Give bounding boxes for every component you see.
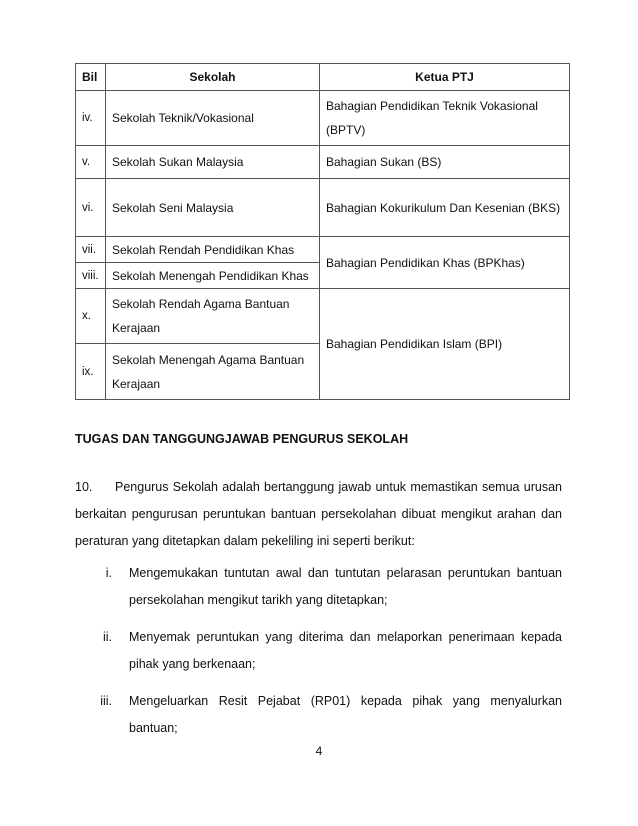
row-ketua-ptj: Bahagian Pendidikan Islam (BPI) — [320, 289, 570, 400]
row-sekolah: Sekolah Rendah Agama Bantuan Kerajaan — [106, 289, 320, 344]
table-row — [76, 91, 570, 146]
list-item-text: Mengeluarkan Resit Pejabat (RP01) kepada pihak yang menyalurkan bantuan; — [129, 694, 562, 735]
row-ketua-ptj: Bahagian Kokurikulum Dan Kesenian (BKS) — [320, 179, 570, 237]
table-row — [76, 179, 570, 237]
row-sekolah: Sekolah Seni Malaysia — [106, 179, 320, 237]
row-bil: vii. — [76, 237, 106, 263]
table-row — [76, 146, 570, 179]
list-item-text: Mengemukakan tuntutan awal dan tuntutan pelarasan peruntukan bantuan persekolahan mengikut tarikh yang ditetapkan; — [129, 566, 562, 607]
table-row — [76, 289, 570, 344]
list-item-number: i. — [105, 566, 112, 580]
row-bil: vi. — [76, 179, 106, 237]
row-sekolah: Sekolah Sukan Malaysia — [106, 146, 320, 179]
row-bil: v. — [76, 146, 106, 179]
header-bil: Bil — [76, 64, 106, 91]
list-item-number: iii. — [100, 694, 112, 708]
row-bil: iv. — [76, 91, 106, 146]
list-item-number: ii. — [102, 630, 112, 644]
paragraph-10 — [75, 474, 562, 555]
row-ketua-ptj: Bahagian Sukan (BS) — [320, 146, 570, 179]
header-sekolah: Sekolah — [106, 64, 320, 91]
row-sekolah: Sekolah Menengah Pendidikan Khas — [106, 263, 320, 289]
row-sekolah: Sekolah Menengah Agama Bantuan Kerajaan — [106, 344, 320, 400]
row-sekolah: Sekolah Rendah Pendidikan Khas — [106, 237, 320, 263]
row-sekolah: Sekolah Teknik/Vokasional — [106, 91, 320, 146]
list-item-text: Menyemak peruntukan yang diterima dan melaporkan penerimaan kepada pihak yang berkenaan; — [129, 630, 562, 671]
paragraph-text: Pengurus Sekolah adalah bertanggung jawab untuk memastikan semua urusan berkaitan pengurusan peruntukan bantuan persekolahan dibuat mengikut arahan dan peraturan yang ditetapkan dalam pekeliling ini seperti berikut: — [75, 480, 562, 548]
header-ketua-ptj: Ketua PTJ — [320, 64, 570, 91]
paragraph-number: 10. — [75, 480, 93, 494]
ptj-table — [75, 63, 570, 400]
table-header-row — [76, 64, 570, 91]
row-ketua-ptj: Bahagian Pendidikan Teknik Vokasional (BPTV) — [320, 91, 570, 146]
row-bil: ix. — [76, 344, 106, 400]
row-bil: viii. — [76, 263, 106, 289]
table-row — [76, 237, 570, 263]
row-ketua-ptj: Bahagian Pendidikan Khas (BPKhas) — [320, 237, 570, 289]
section-heading: TUGAS DAN TANGGUNGJAWAB PENGURUS SEKOLAH — [75, 432, 409, 446]
page-number: 4 — [315, 744, 323, 758]
row-bil: x. — [76, 289, 106, 344]
